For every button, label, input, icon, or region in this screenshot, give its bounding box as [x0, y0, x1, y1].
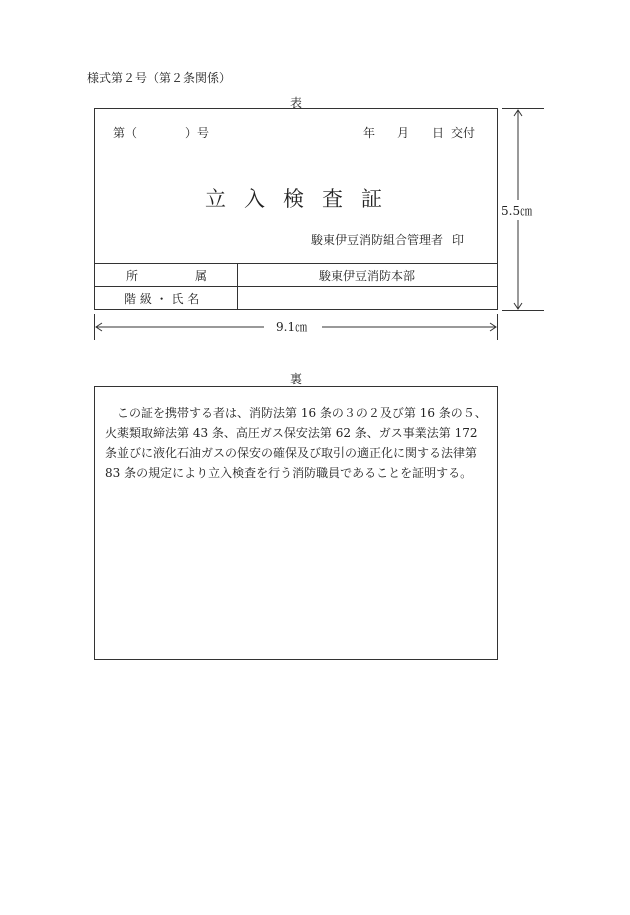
date-day: 日	[432, 126, 445, 140]
certificate-front	[94, 108, 498, 310]
certificate-back	[94, 386, 498, 660]
affiliation-label-1: 所	[126, 269, 139, 283]
issuer-seal: 印	[452, 233, 465, 247]
back-side-label: 裏	[290, 372, 303, 386]
table-column-divider	[237, 263, 238, 309]
front-side-label: 表	[290, 96, 303, 110]
number-suffix: ）号	[185, 126, 210, 140]
affiliation-value: 駿東伊豆消防本部	[319, 269, 416, 283]
issuer-name: 駿東伊豆消防組合管理者	[311, 233, 444, 247]
form-number-label: 様式第２号（第２条関係）	[87, 71, 232, 85]
certification-text: この証を携帯する者は、消防法第 16 条の３の２及び第 16 条の５、火薬類取締法第 43 条、高圧ガス保安法第 62 条、ガス事業法第 172 条並びに液化石油ガスの保安の確保及び取引の適正化に関する法律第 83 条の規定により立入検査を行う消防職員であることを証明する。	[105, 406, 487, 480]
date-month: 月	[397, 126, 410, 140]
certificate-title: 立入検査証	[205, 187, 400, 211]
number-prefix: 第（	[113, 126, 138, 140]
table-top-line	[95, 263, 497, 264]
height-label: 5.5㎝	[501, 204, 533, 218]
rank-name-label: 階 級 ・ 氏 名	[124, 292, 200, 306]
width-label: 9.1㎝	[276, 320, 308, 334]
table-mid-line	[95, 286, 497, 287]
date-issued: 交付	[451, 126, 476, 140]
date-year: 年	[363, 126, 376, 140]
affiliation-label-2: 属	[195, 269, 208, 283]
